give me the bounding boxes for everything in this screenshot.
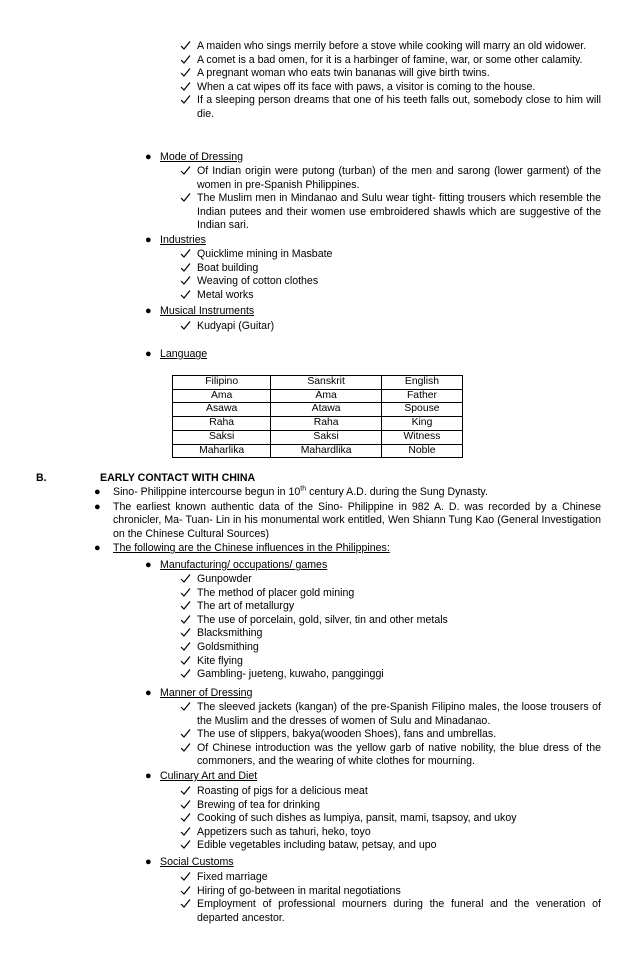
- list-item: [197, 898, 601, 925]
- list-item-text: Of Chinese introduction was the yellow garb of native nobility, the blue dress of the commoners, and the wearing of white clothes for mourning.: [197, 741, 601, 768]
- table-row: [173, 444, 463, 458]
- list-item: [94, 485, 601, 500]
- table-header-cell: Filipino: [173, 376, 271, 390]
- checkmark-icon: [180, 898, 194, 909]
- bullet-icon: ●: [94, 500, 101, 513]
- list-item-text: Hiring of go-between in marital negotiations: [197, 884, 401, 897]
- section-label: Industries: [160, 234, 206, 246]
- checkmark-icon: [180, 248, 194, 259]
- list-item: [197, 94, 601, 121]
- list-item: [197, 826, 601, 840]
- musical-instruments-list: [197, 320, 601, 334]
- section-label: Language: [160, 348, 208, 360]
- bullet-icon: ●: [145, 151, 152, 163]
- section-label: Manufacturing/ occupations/ games: [160, 559, 328, 571]
- list-item-text: The method of placer gold mining: [197, 586, 355, 599]
- checkmark-icon: [180, 54, 194, 65]
- culinary-heading: [145, 770, 258, 784]
- language-heading: [145, 348, 208, 362]
- list-item-text: Appetizers such as tahuri, heko, toyo: [197, 825, 371, 838]
- manufacturing-list: [197, 573, 601, 682]
- checkmark-icon: [180, 67, 194, 78]
- list-item: [197, 728, 601, 742]
- mode-of-dressing-list: [197, 165, 601, 233]
- checkmark-icon: [180, 600, 194, 611]
- list-item: [197, 799, 601, 813]
- list-item: [197, 67, 601, 81]
- table-cell: Ama: [173, 389, 271, 403]
- list-item-text: Fixed marriage: [197, 871, 268, 883]
- checkmark-icon: [180, 614, 194, 625]
- social-customs-list: [197, 871, 601, 925]
- list-item-text: A comet is a bad omen, for it is a harbinger of famine, war, or some other calamity.: [197, 53, 583, 66]
- checkmark-icon: [180, 192, 194, 203]
- checkmark-icon: [180, 320, 194, 331]
- bullet-icon: ●: [145, 234, 152, 246]
- list-item-text: Quicklime mining in Masbate: [197, 248, 333, 260]
- table-cell: Atawa: [271, 403, 382, 417]
- list-item-text: Goldsmithing: [197, 640, 259, 653]
- list-item-text: Boat building: [197, 261, 259, 274]
- checkmark-icon: [180, 573, 194, 584]
- list-item: [197, 289, 601, 303]
- checkmark-icon: [180, 728, 194, 739]
- list-item: [197, 54, 601, 68]
- list-item-text: Blacksmithing: [197, 627, 263, 640]
- china-intro-list: [94, 485, 601, 556]
- industries-heading: [145, 234, 206, 248]
- table-header-cell: Sanskrit: [271, 376, 382, 390]
- table-row: [173, 389, 463, 403]
- checkmark-icon: [180, 742, 194, 753]
- list-item: [197, 165, 601, 192]
- list-item: [197, 742, 601, 769]
- table-cell: Noble: [381, 444, 462, 458]
- list-item: [197, 275, 601, 289]
- checkmark-icon: [180, 262, 194, 273]
- list-item: [197, 839, 601, 853]
- table-cell: Spouse: [381, 403, 462, 417]
- manner-of-dressing-heading: [145, 687, 253, 701]
- table-cell: Mahardlika: [271, 444, 382, 458]
- musical-instruments-heading: [145, 305, 255, 319]
- table-cell: King: [381, 417, 462, 431]
- checkmark-icon: [180, 655, 194, 666]
- checkmark-icon: [180, 785, 194, 796]
- list-item-text: When a cat wipes off its face with paws, a visitor is coming to the house.: [197, 80, 536, 93]
- list-item: [197, 655, 601, 669]
- list-item-text: Kudyapi (Guitar): [197, 320, 275, 332]
- list-item: [197, 871, 601, 885]
- section-label: Culinary Art and Diet: [160, 770, 258, 782]
- list-item-text: Edible vegetables including bataw, petsay, and upo: [197, 839, 437, 852]
- list-item-text: The use of slippers, bakya(wooden Shoes), fans and umbrellas.: [197, 728, 497, 741]
- list-item: [197, 248, 601, 262]
- list-item: [197, 40, 601, 54]
- list-item-text: The sleeved jackets (kangan) of the pre-Spanish Filipino males, the loose trousers of the Muslim and the dresses of women of Sulu and Minadanao.: [197, 701, 601, 727]
- list-item: [197, 785, 601, 799]
- table-cell: Raha: [271, 417, 382, 431]
- list-item: [197, 701, 601, 728]
- manner-of-dressing-list: [197, 701, 601, 769]
- list-item-text: If a sleeping person dreams that one of his teeth falls out, somebody close to him will die.: [197, 94, 601, 120]
- list-item: [197, 587, 601, 601]
- checkmark-icon: [180, 627, 194, 638]
- section-label: Mode of Dressing: [160, 151, 244, 163]
- list-item-text: Kite flying: [197, 654, 243, 667]
- section-label: Manner of Dressing: [160, 687, 253, 699]
- mode-of-dressing-heading: [145, 151, 244, 165]
- list-item-text: Gambling- jueteng, kuwaho, pangginggi: [197, 668, 384, 681]
- list-item: [94, 500, 601, 542]
- beliefs-list: [197, 40, 601, 122]
- section-label: Social Customs: [160, 856, 234, 868]
- culinary-list: [197, 785, 601, 853]
- list-item-text: Metal works: [197, 288, 254, 301]
- checkmark-icon: [180, 289, 194, 300]
- checkmark-icon: [180, 871, 194, 882]
- bullet-icon: ●: [145, 559, 152, 571]
- list-item-text: Brewing of tea for drinking: [197, 798, 321, 811]
- list-item: [197, 627, 601, 641]
- checkmark-icon: [180, 587, 194, 598]
- checkmark-icon: [180, 641, 194, 652]
- table-row: [173, 403, 463, 417]
- list-item: [197, 600, 601, 614]
- checkmark-icon: [180, 701, 194, 712]
- checkmark-icon: [180, 826, 194, 837]
- bullet-icon: ●: [145, 856, 152, 868]
- checkmark-icon: [180, 812, 194, 823]
- list-item-text: Cooking of such dishes as lumpiya, pansit, mami, tsapsoy, and ukoy: [197, 812, 517, 825]
- checkmark-icon: [180, 94, 194, 105]
- list-item-text: Gunpowder: [197, 573, 252, 585]
- text-part: century A.D. during the Sung Dynasty.: [306, 486, 488, 498]
- list-item: [197, 262, 601, 276]
- table-cell: Ama: [271, 389, 382, 403]
- table-header-cell: English: [381, 376, 462, 390]
- social-customs-heading: [145, 856, 234, 870]
- section-letter: B.: [36, 472, 47, 484]
- table-row: [173, 417, 463, 431]
- manufacturing-heading: [145, 559, 328, 573]
- checkmark-icon: [180, 799, 194, 810]
- table-cell: Asawa: [173, 403, 271, 417]
- checkmark-icon: [180, 81, 194, 92]
- list-item: [197, 885, 601, 899]
- section-title: EARLY CONTACT WITH CHINA: [100, 472, 256, 484]
- table-cell: Saksi: [173, 430, 271, 444]
- section-label: Musical Instruments: [160, 305, 255, 317]
- table-cell: Maharlika: [173, 444, 271, 458]
- checkmark-icon: [180, 40, 194, 51]
- list-item-text: A pregnant woman who eats twin bananas will give birth twins.: [197, 67, 490, 80]
- table-cell: Saksi: [271, 430, 382, 444]
- bullet-icon: ●: [94, 486, 101, 498]
- checkmark-icon: [180, 839, 194, 850]
- bullet-icon: ●: [94, 542, 101, 555]
- language-table: [172, 375, 463, 458]
- table-cell: Witness: [381, 430, 462, 444]
- checkmark-icon: [180, 668, 194, 679]
- list-item-text: Of Indian origin were putong (turban) of the men and sarong (lower garment) of the women in pre-Spanish Philippines.: [197, 165, 601, 191]
- text-part: Sino- Philippine intercourse begun in 10: [113, 486, 301, 498]
- bullet-icon: ●: [145, 348, 152, 360]
- table-cell: Raha: [173, 417, 271, 431]
- list-item: [197, 573, 601, 587]
- list-item-text: Roasting of pigs for a delicious meat: [197, 785, 368, 797]
- checkmark-icon: [180, 885, 194, 896]
- superscript: th: [300, 485, 307, 493]
- list-item: [197, 320, 601, 334]
- list-item-text: Weaving of cotton clothes: [197, 275, 319, 288]
- list-item: [197, 192, 601, 233]
- list-item: [94, 542, 601, 556]
- bullet-icon: ●: [145, 687, 152, 699]
- list-item: [197, 668, 601, 682]
- list-item-text: A maiden who sings merrily before a stove while cooking will marry an old widower.: [197, 40, 587, 52]
- bullet-icon: ●: [145, 305, 152, 317]
- list-item-text: The art of metallurgy: [197, 600, 295, 613]
- list-item-text: The earliest known authentic data of the Sino- Philippine in 982 A. D. was recorded by a Chinese chronicler, Ma- Tuan- Lin in his monumental work entitled, Wen Shiann Tung Kao (General Investigation on the Chinese Cultural Sources): [113, 500, 601, 540]
- list-item-text: Employment of professional mourners during the funeral and the veneration of departed ancestor.: [197, 898, 601, 924]
- list-item: [197, 641, 601, 655]
- list-item-text: The Muslim men in Mindanao and Sulu wear tight- fitting trousers which resemble the Indian putees and their women use embroidered shawls which are suggestive of the Indian sari.: [197, 192, 601, 232]
- table-cell: Father: [381, 389, 462, 403]
- list-item-text: The use of porcelain, gold, silver, tin and other metals: [197, 613, 448, 626]
- table-header-row: [173, 376, 463, 390]
- bullet-icon: ●: [145, 770, 152, 782]
- industries-list: [197, 248, 601, 302]
- list-item: [197, 812, 601, 826]
- table-row: [173, 430, 463, 444]
- checkmark-icon: [180, 165, 194, 176]
- checkmark-icon: [180, 275, 194, 286]
- list-item: [197, 81, 601, 95]
- list-item: [197, 614, 601, 628]
- list-item-text: The following are the Chinese influences in the Philippines:: [113, 542, 390, 555]
